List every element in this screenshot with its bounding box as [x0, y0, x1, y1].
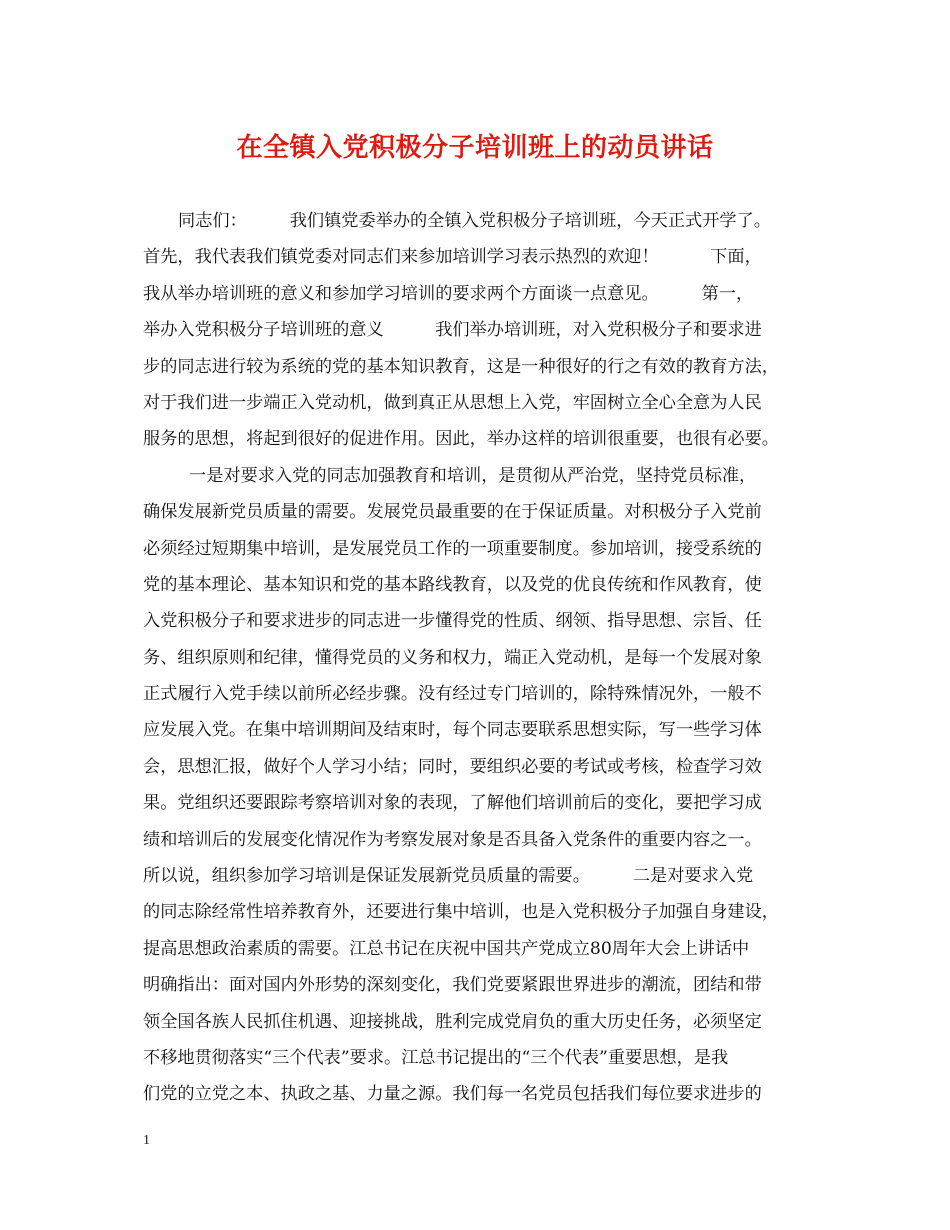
body-line: 务、组织原则和纪律，懂得党员的义务和权力，端正入党动机，是每一个发展对象 — [143, 647, 762, 668]
body-line: 所以说，组织参加学习培训是保证发展新党员质量的需要。 二是对要求入党 — [143, 866, 754, 887]
body-line: 们党的立党之本、执政之基、力量之源。我们每一名党员包括我们每位要求进步的 — [143, 1084, 762, 1105]
page-number: 1 — [143, 1133, 150, 1148]
body-line: 会，思想汇报，做好个人学习小结；同时，要组织必要的考试或考核，检查学习效 — [143, 756, 762, 777]
document-title: 在全镇入党积极分子培训班上的动员讲话 — [236, 133, 714, 163]
body-line: 对于我们进一步端正入党动机，做到真正从思想上入党，牢固树立全心全意为人民 — [143, 392, 762, 413]
body-line: 同志们： 我们镇党委举办的全镇入党积极分子培训班，今天正式开学了。 — [178, 211, 771, 231]
body-line: 绩和培训后的发展变化情况作为考察发展对象是否具备入党条件的重要内容之一。 — [143, 829, 762, 850]
body-line: 确保发展新党员质量的需要。发展党员最重要的在于保证质量。对积极分子入党前 — [143, 502, 762, 523]
body-line: 首先，我代表我们镇党委对同志们来参加培训学习表示热烈的欢迎！ 下面， — [143, 247, 762, 268]
body-line: 党的基本理论、基本知识和党的基本路线教育，以及党的优良传统和作风教育，使 — [143, 574, 762, 595]
body-line: 举办入党积极分子培训班的意义 我们举办培训班，对入党积极分子和要求进 — [143, 320, 762, 341]
body-line: 我从举办培训班的意义和参加学习培训的要求两个方面谈一点意见。 第一， — [143, 283, 754, 304]
body-line: 一是对要求入党的同志加强教育和培训，是贯彻从严治党，坚持党员标准， — [189, 465, 757, 486]
document-body — [143, 203, 833, 1113]
body-line: 不移地贯彻落实“三个代表”要求。江总书记提出的“三个代表”重要思想，是我 — [143, 1047, 729, 1068]
body-line: 入党积极分子和要求进步的同志进一步懂得党的性质、纲领、指导思想、宗旨、任 — [143, 611, 762, 632]
body-line: 应发展入党。在集中培训期间及结束时，每个同志要联系思想实际，写一些学习体 — [143, 720, 762, 741]
body-line: 果。党组织还要跟踪考察培训对象的表现，了解他们培训前后的变化，要把学习成 — [143, 793, 762, 814]
body-line: 领全国各族人民抓住机遇、迎接挑战，胜利完成党肩负的重大历史任务，必须坚定 — [143, 1011, 762, 1032]
body-line: 的同志除经常性培养教育外，还要进行集中培训，也是入党积极分子加强自身建设， — [143, 902, 779, 923]
body-line: 必须经过短期集中培训，是发展党员工作的一项重要制度。参加培训，接受系统的 — [143, 538, 762, 559]
body-line: 明确指出：面对国内外形势的深刻变化，我们党要紧跟世界进步的潮流，团结和带 — [143, 975, 762, 996]
body-line: 提高思想政治素质的需要。江总书记在庆祝中国共产党成立80周年大会上讲话中 — [143, 938, 750, 959]
body-line: 步的同志进行较为系统的党的基本知识教育，这是一种很好的行之有效的教育方法， — [143, 356, 779, 377]
body-line: 正式履行入党手续以前所必经步骤。没有经过专门培训的，除特殊情况外，一般不 — [143, 684, 762, 705]
body-line: 服务的思想，将起到很好的促进作用。因此，举办这样的培训很重要，也很有必要。 — [143, 429, 779, 450]
